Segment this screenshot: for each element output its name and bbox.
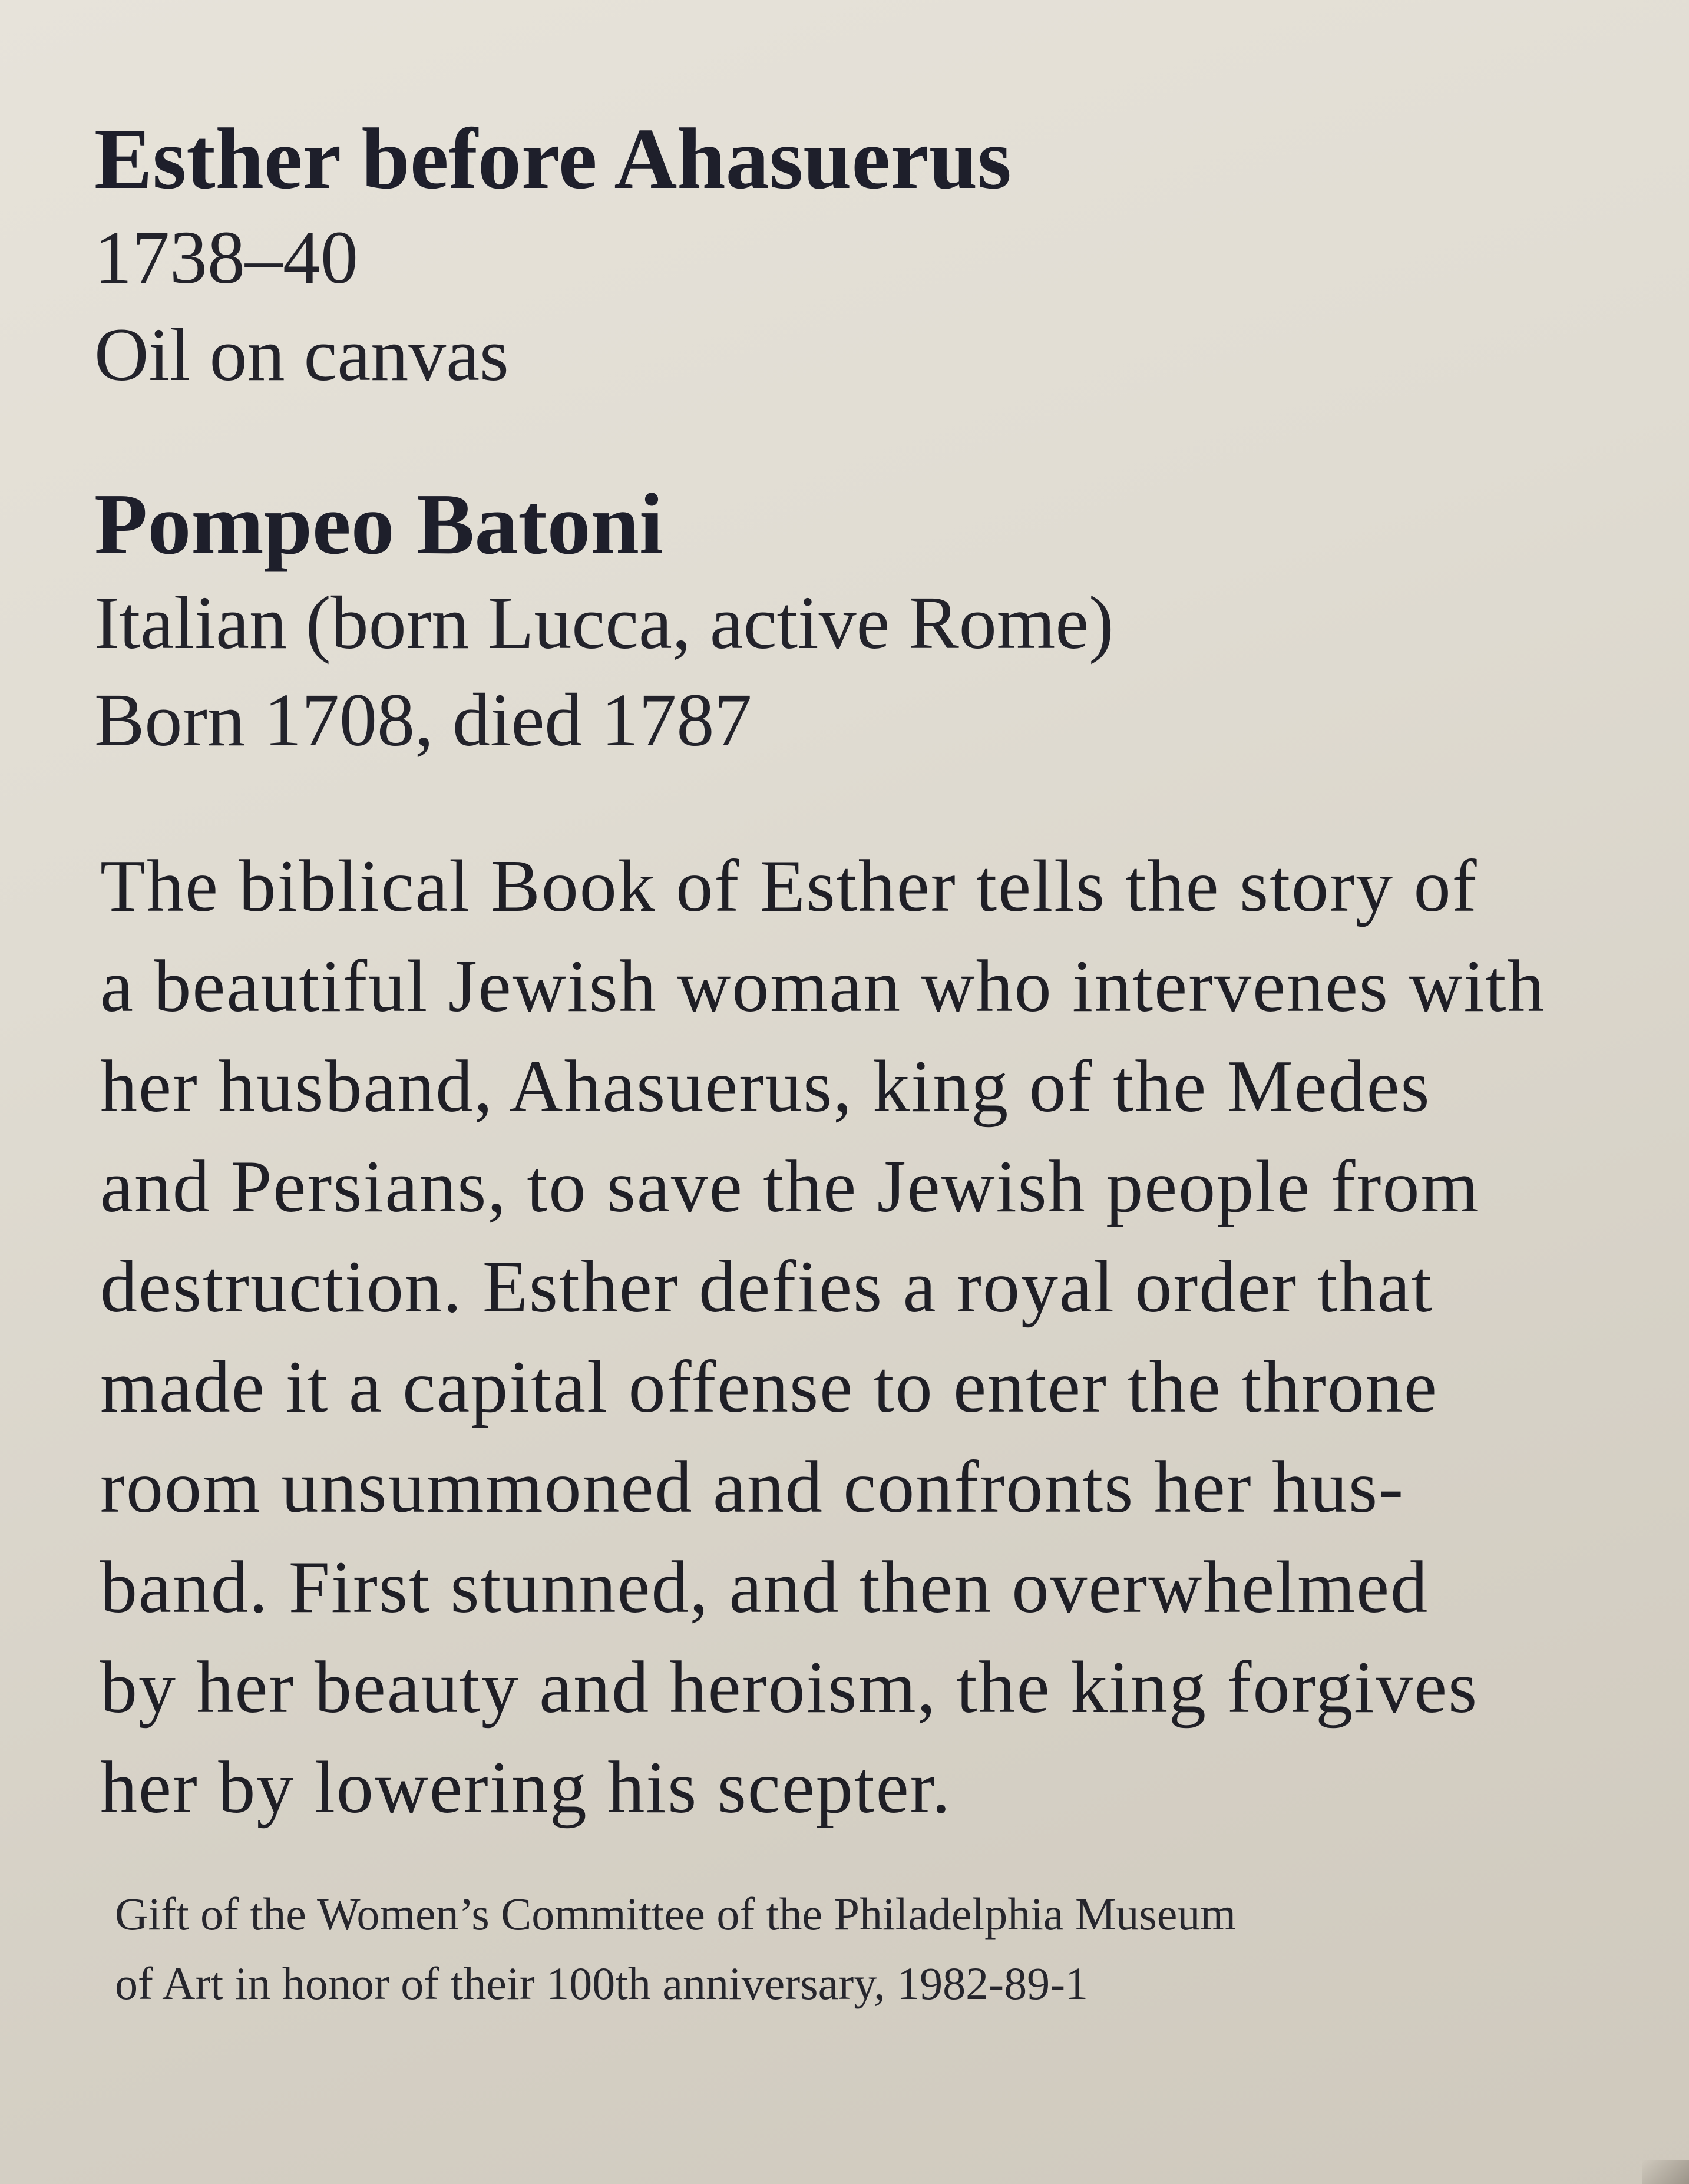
description-paragraph (100, 837, 1597, 1838)
artwork-info (94, 109, 1618, 404)
description-line: by her beauty and heroism, the king forgives (100, 1647, 1479, 1729)
description-line: made it a capital offense to enter the throne (100, 1346, 1438, 1428)
description-line: room unsummoned and confronts her hus- (100, 1446, 1405, 1528)
description-line: her by lowering his scepter. (100, 1747, 952, 1829)
artwork-medium: Oil on canvas (94, 313, 509, 397)
artist-life-dates: Born 1708, died 1787 (94, 678, 752, 762)
description-line: a beautiful Jewish woman who intervenes with (100, 946, 1546, 1027)
description-line: band. First stunned, and then overwhelmed (100, 1547, 1429, 1628)
description-line: her husband, Ahasuerus, king of the Medes (100, 1046, 1431, 1128)
credit-text-line: of Art in honor of their 100th anniversary, 1982-89-1 (115, 1958, 1089, 2009)
credit-text-line: Gift of the Women’s Committee of the Philadelphia Museum (115, 1888, 1237, 1940)
description-line: destruction. Esther defies a royal order that (100, 1246, 1433, 1328)
artist-info (94, 474, 1618, 769)
artist-nationality: Italian (born Lucca, active Rome) (94, 581, 1114, 665)
artwork-title: Esther before Ahasuerus (94, 111, 1012, 207)
description-line: The biblical Book of Esther tells the story of (100, 845, 1478, 927)
credit-line (115, 1879, 1558, 2018)
artwork-date: 1738–40 (94, 216, 358, 299)
artist-name: Pompeo Batoni (94, 476, 664, 573)
description-line: and Persians, to save the Jewish people from (100, 1146, 1480, 1228)
